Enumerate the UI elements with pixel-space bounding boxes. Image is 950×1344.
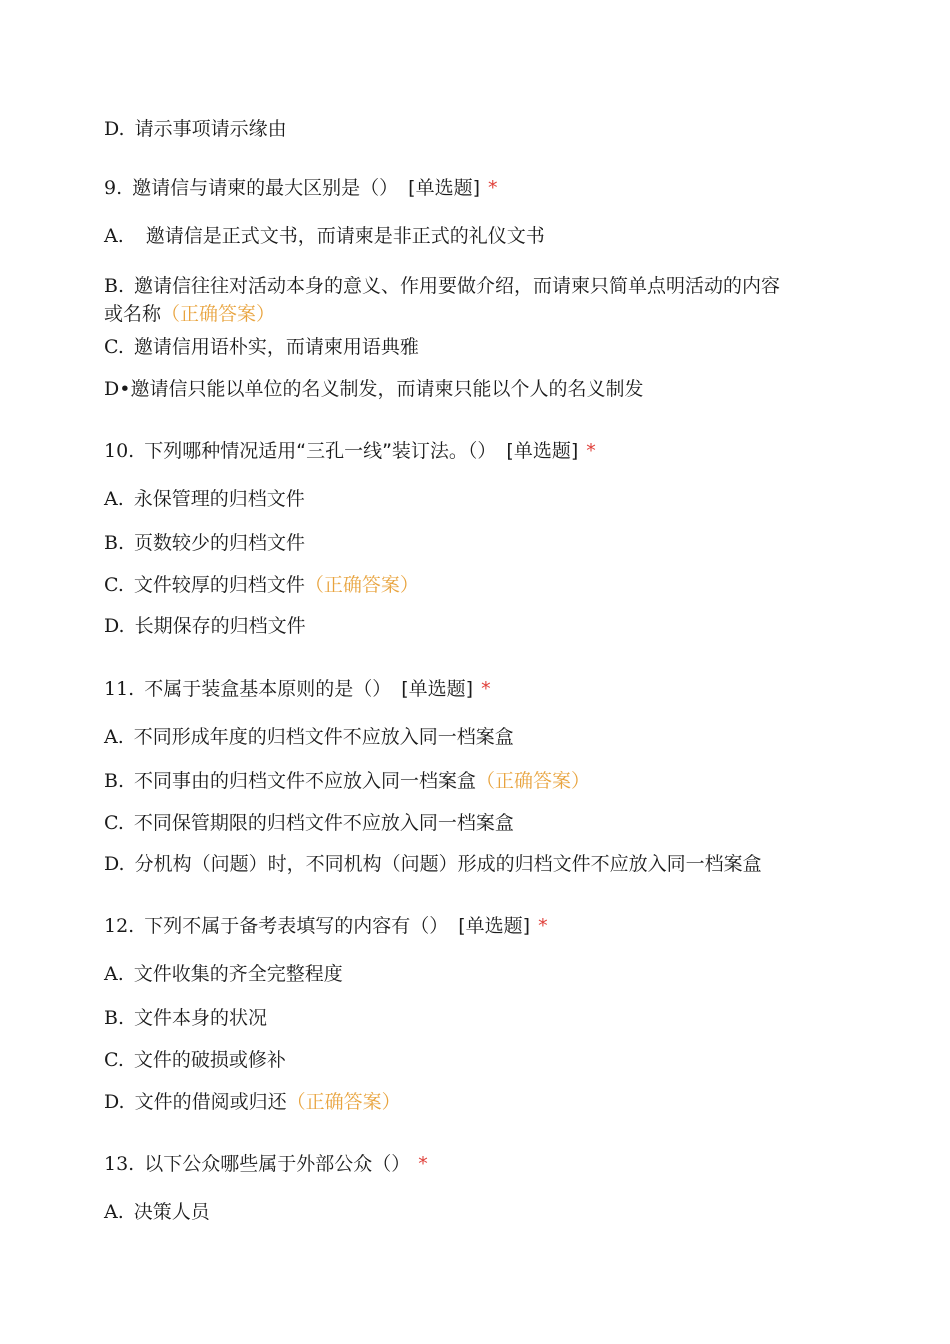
option-text: 邀请信只能以单位的名义制发，而请柬只能以个人的名义制发 — [130, 378, 644, 400]
q11-option-a — [104, 723, 844, 751]
required-mark: * — [481, 678, 491, 700]
option-text: 文件较厚的归档文件 — [133, 574, 305, 596]
question-type: [单选题] — [458, 915, 531, 937]
option-text: 不同保管期限的归档文件不应放入同一档案盒 — [133, 812, 514, 834]
q11-option-b — [104, 767, 844, 795]
q8-option-d — [104, 115, 844, 143]
q9-option-b — [104, 272, 844, 300]
correct-answer-tag: （正确答案） — [304, 574, 419, 596]
q12-option-d — [104, 1088, 844, 1116]
required-mark: * — [538, 915, 548, 937]
option-text: 请示事项请示缘由 — [134, 118, 287, 140]
option-text: 永保管理的归档文件 — [133, 488, 305, 510]
question-stem: 下列哪种情况适用“三孔一线”装订法。（） — [144, 440, 497, 462]
option-text: 页数较少的归档文件 — [134, 532, 306, 554]
option-text: 文件收集的齐全完整程度 — [133, 963, 343, 985]
required-mark: * — [487, 177, 498, 199]
option-letter: C. — [104, 812, 124, 834]
question-11-title — [104, 675, 844, 703]
question-number: 11. — [104, 678, 135, 700]
option-text: 文件的借阅或归还 — [134, 1091, 287, 1113]
q9-option-d — [104, 375, 844, 403]
option-text: 邀请信是正式文书，而请柬是非正式的礼仪文书 — [145, 225, 545, 247]
correct-answer-tag: （正确答案） — [476, 770, 591, 792]
question-stem: 以下公众哪些属于外部公众（） — [144, 1153, 411, 1175]
option-letter: D. — [104, 1091, 125, 1113]
q9-option-c — [104, 333, 844, 361]
option-letter: C. — [104, 336, 124, 358]
option-letter: C. — [104, 574, 124, 596]
option-letter: B. — [104, 1007, 125, 1029]
option-letter: A. — [104, 1201, 124, 1223]
option-text: 决策人员 — [133, 1201, 210, 1223]
q12-option-a — [104, 960, 844, 988]
option-letter: B. — [104, 532, 125, 554]
question-stem: 邀请信与请柬的最大区别是（） — [132, 177, 399, 199]
q10-option-a — [104, 485, 844, 513]
q11-option-d — [104, 850, 844, 878]
required-mark: * — [586, 440, 596, 462]
q9-option-b-continued — [104, 300, 844, 328]
option-text: 分机构（问题）时，不同机构（问题）形成的归档文件不应放入同一档案盒 — [134, 853, 762, 875]
question-12-title — [104, 912, 844, 940]
option-letter: B. — [104, 770, 125, 792]
question-13-title — [104, 1150, 844, 1178]
option-letter: A. — [104, 225, 124, 247]
option-text: 邀请信用语朴实，而请柬用语典雅 — [133, 336, 419, 358]
option-letter: C. — [104, 1049, 124, 1071]
question-9-title — [104, 174, 844, 202]
option-letter: D. — [104, 853, 125, 875]
q12-option-b — [104, 1004, 844, 1032]
question-type: [单选题] — [408, 177, 480, 199]
q11-option-c — [104, 809, 844, 837]
question-type: [单选题] — [506, 440, 579, 462]
correct-answer-tag: （正确答案） — [161, 303, 276, 325]
option-letter: A. — [104, 726, 124, 748]
question-number: 10. — [104, 440, 135, 462]
option-letter: D• — [104, 378, 131, 400]
correct-answer-tag: （正确答案） — [286, 1091, 401, 1113]
q12-option-c — [104, 1046, 844, 1074]
question-stem: 下列不属于备考表填写的内容有（） — [144, 915, 449, 937]
option-letter: A. — [104, 963, 124, 985]
option-letter: B. — [104, 275, 125, 297]
option-letter: A. — [104, 488, 124, 510]
required-mark: * — [418, 1153, 428, 1175]
option-text-line2: 或名称 — [104, 303, 162, 325]
option-text: 不同事由的归档文件不应放入同一档案盒 — [134, 770, 477, 792]
q13-option-a — [104, 1198, 844, 1226]
q10-option-d — [104, 612, 844, 640]
question-number: 12. — [104, 915, 135, 937]
q10-option-c — [104, 571, 844, 599]
question-stem: 不属于装盒基本原则的是（） — [144, 678, 392, 700]
option-text: 文件的破损或修补 — [133, 1049, 286, 1071]
option-text: 文件本身的状况 — [134, 1007, 268, 1029]
question-10-title — [104, 437, 844, 465]
question-type: [单选题] — [401, 678, 474, 700]
q9-option-a — [104, 222, 844, 250]
option-letter: D. — [104, 615, 125, 637]
option-letter: D. — [104, 118, 125, 140]
option-text: 不同形成年度的归档文件不应放入同一档案盒 — [133, 726, 514, 748]
option-text-line1: 邀请信往往对活动本身的意义、作用要做介绍，而请柬只简单点明活动的内容 — [134, 275, 781, 297]
question-number: 9. — [104, 177, 123, 199]
q10-option-b — [104, 529, 844, 557]
question-number: 13. — [104, 1153, 135, 1175]
option-text: 长期保存的归档文件 — [134, 615, 306, 637]
